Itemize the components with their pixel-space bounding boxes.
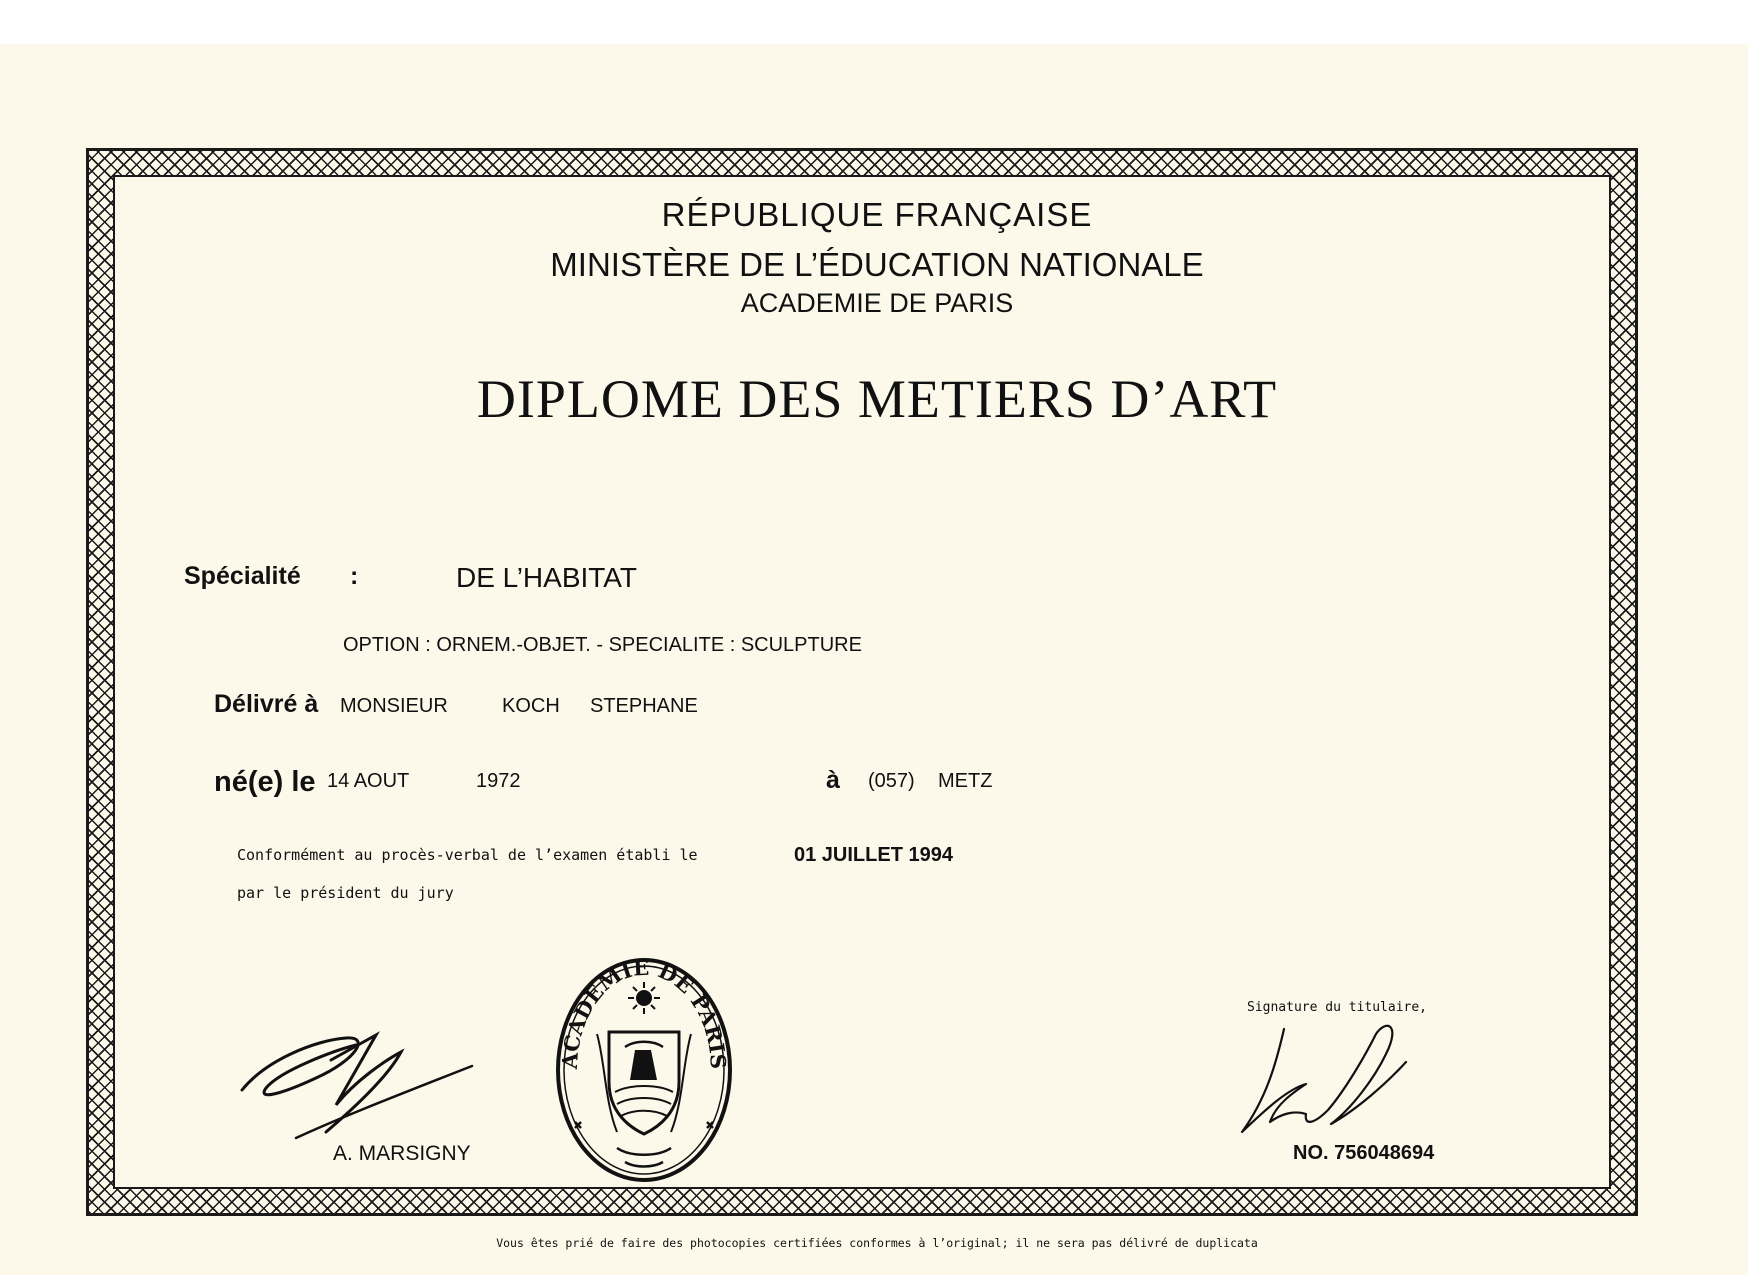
seal-text: ACADEMIE DE PARIS — [556, 954, 732, 1070]
holder-signature-label: Signature du titulaire, — [1247, 1000, 1428, 1015]
holder-signature — [1236, 1014, 1411, 1138]
exam-date: 01 JUILLET 1994 — [794, 844, 953, 866]
header-republique: RÉPUBLIQUE FRANÇAISE — [661, 196, 1093, 233]
footer-notice: Vous êtes prié de faire des photocopies certifiées conformes à l’original; il ne sera pas délivré de duplicata — [496, 1236, 1258, 1250]
birth-department: (057) — [868, 770, 915, 792]
birth-city: METZ — [938, 770, 993, 792]
specialite-label: Spécialité — [184, 562, 301, 590]
delivre-label: Délivré à — [214, 690, 319, 718]
birthplace-label: à — [826, 766, 840, 794]
academie-seal — [555, 952, 733, 1182]
header-ministere: MINISTÈRE DE L’ÉDUCATION NATIONALE — [550, 246, 1204, 283]
paris-coat-of-arms-icon — [597, 1032, 691, 1134]
sun-icon — [628, 982, 660, 1014]
option-line: OPTION : ORNEM.-OBJET. - SPECIALITE : SCULPTURE — [343, 634, 862, 656]
president-signature — [236, 1020, 476, 1150]
birth-day-month: 14 AOUT — [327, 770, 410, 792]
birth-year: 1972 — [476, 770, 521, 792]
diploma-number: NO. 756048694 — [1293, 1142, 1435, 1164]
jury-text: par le président du jury — [237, 884, 454, 902]
specialite-value: DE L’HABITAT — [456, 562, 638, 593]
diploma-title: DIPLOME DES METIERS D’ART — [476, 369, 1278, 429]
recipient-title: MONSIEUR — [340, 695, 448, 717]
conforme-text: Conformément au procès-verbal de l’examen établi le — [237, 846, 698, 864]
header-academie: ACADEMIE DE PARIS — [740, 288, 1014, 318]
recipient-firstname: STEPHANE — [590, 695, 698, 717]
birth-label: né(e) le — [214, 766, 316, 798]
specialite-colon: : — [350, 562, 359, 590]
recipient-surname: KOCH — [502, 695, 560, 717]
president-name: A. MARSIGNY — [333, 1142, 471, 1165]
